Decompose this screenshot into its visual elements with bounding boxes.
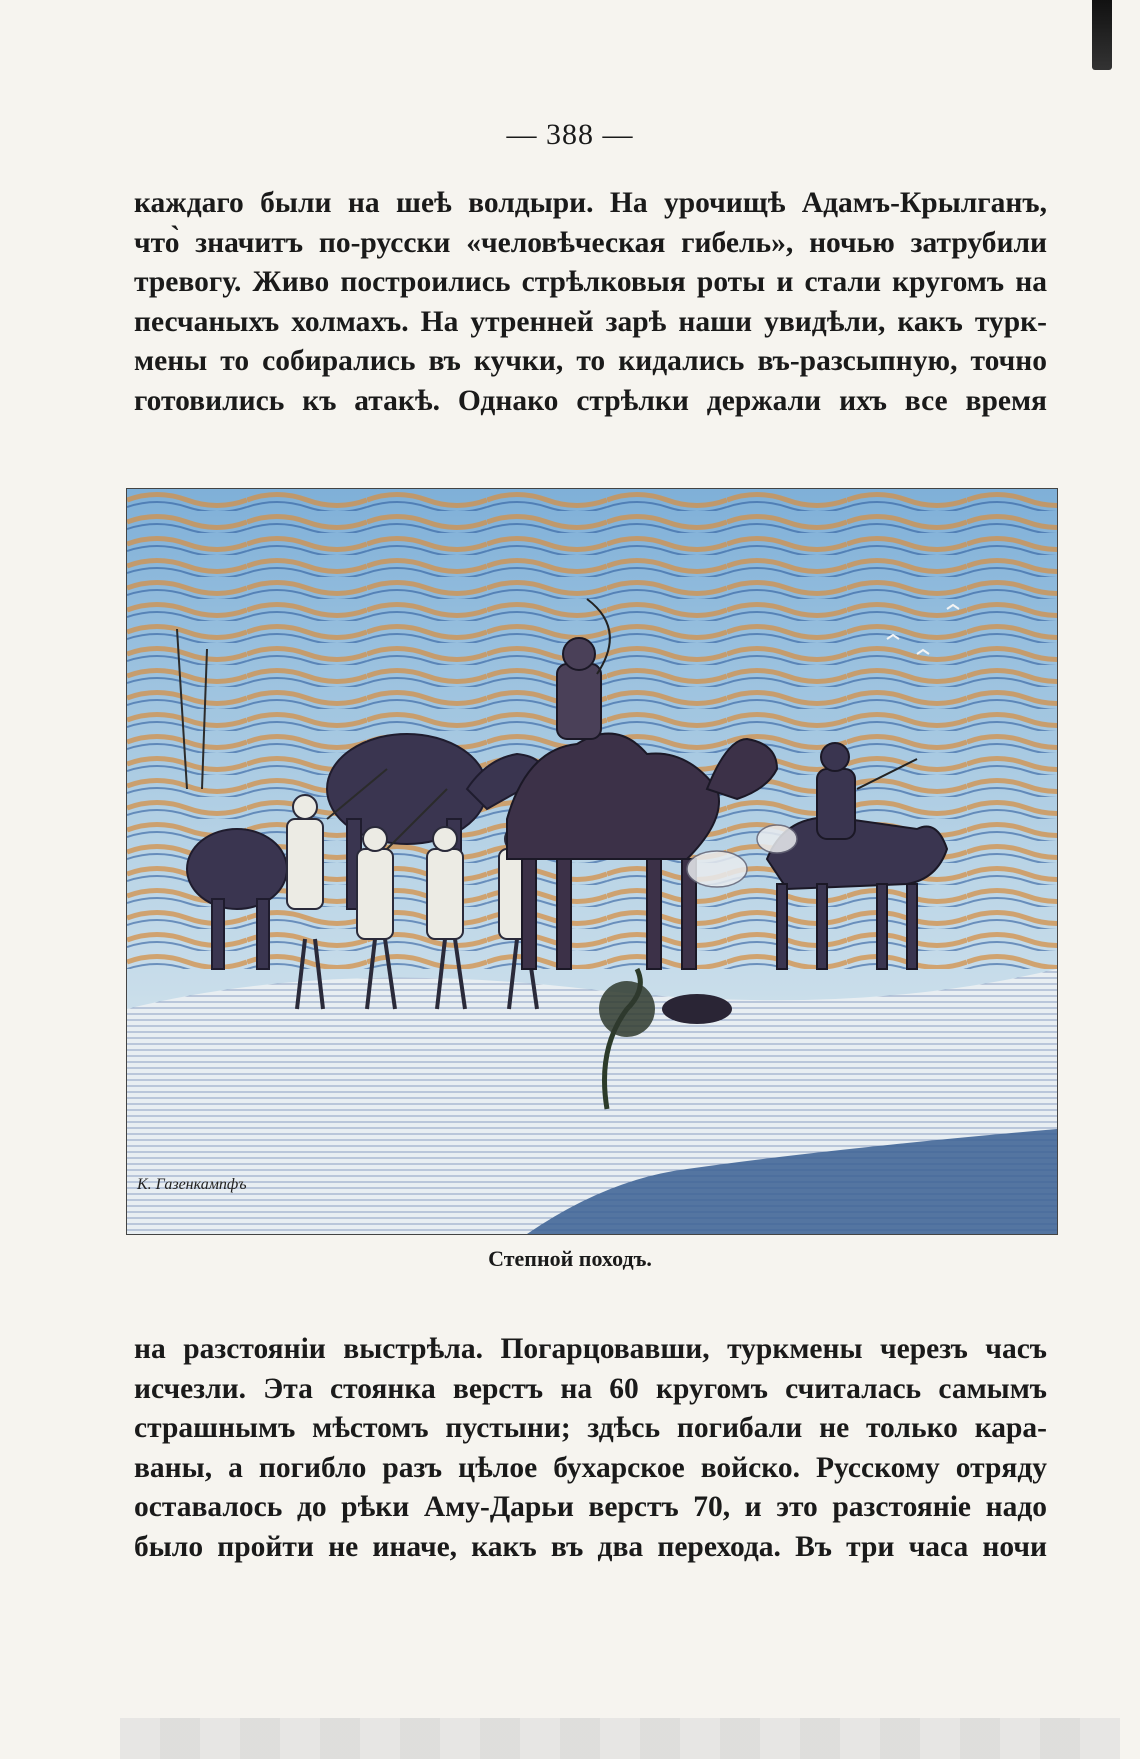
page-edge-mark [1092,0,1112,70]
artist-signature: К. Газенкампфъ [137,1176,247,1193]
text-line: на разстояніи выстрѣла. Погарцовавши, туркмены черезъ часъ [134,1333,1047,1365]
text-line: было пройти не иначе, какъ въ два перехода. Въ три часа ночи [134,1530,1047,1563]
text-line: мены то собирались въ кучки, то кидались въ-разсыпную, точно [134,345,1047,377]
top-paragraph [134,184,1047,421]
text-line: тревогу. Живо построились стрѣлковыя роты и стали кругомъ на [134,266,1047,298]
text-line: оставалось до рѣки Аму-Дарьи верстъ 70, и это разстояніе надо [134,1491,1047,1523]
text-line: что̀ значитъ по-русски «человѣческая гибель», ночью затрубили [134,226,1047,259]
scan-bottom-strip [120,1718,1120,1759]
page-number: — 388 — [506,118,634,151]
bottom-paragraph [134,1330,1047,1567]
text-line: ваны, а погибло разъ цѣлое бухарское войско. Русскому отряду [134,1451,1047,1484]
text-line: каждаго были на шеѣ волдыри. На урочищѣ Адамъ-Крылганъ, [134,187,1047,219]
illustration-caption: Степной походъ. [488,1246,652,1271]
text-line: готовились къ атакѣ. Однако стрѣлки держали ихъ все время [134,384,1047,417]
text-line: песчаныхъ холмахъ. На утренней зарѣ наши увидѣли, какъ турк- [134,305,1047,338]
engraving-illustration [126,488,1058,1235]
text-line: страшнымъ мѣстомъ пустыни; здѣсь погибали не только кара- [134,1412,1047,1444]
text-line: исчезли. Эта стоянка верстъ на 60 кругомъ считалась самымъ [134,1372,1047,1405]
